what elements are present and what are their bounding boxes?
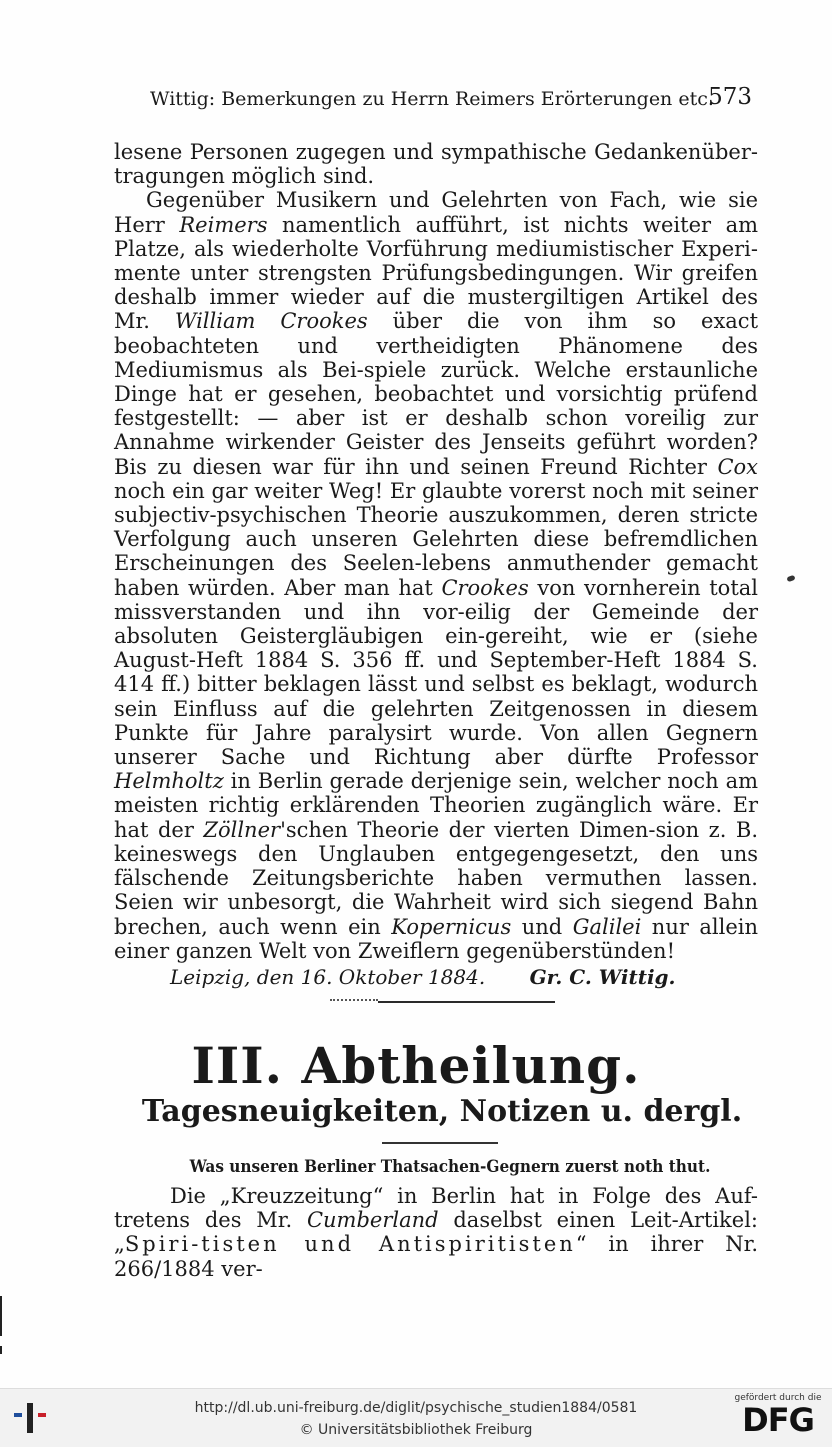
section-heading: III. Abtheilung. [191,1036,641,1095]
name-zoellner: Zöllner [203,817,281,842]
running-header [150,84,760,110]
signature-line [114,965,758,989]
name-kopernicus: Kopernicus [391,914,512,939]
section-divider [330,1001,555,1003]
margin-ink-mark [786,575,795,582]
page-number: 573 [708,84,752,110]
news-item-title: Was unseren Berliner Thatsachen-Gegnern zuerst noth thut. [189,1157,711,1177]
news-paragraph: Die „Kreuzzeitung“ in Berlin hat in Folge des Auf-tretens des Mr. Cumberland daselbst einen Leit-Artikel: „Spiri-tisten und Antispiritisten“ in ihrer Nr. 266/1884 ver- [114,1184,758,1281]
name-crookes: Crookes [441,575,529,600]
dfg-sponsor-logo[interactable] [732,1393,824,1437]
signature-place-date: Leipzig, den 16. Oktober 1884. [170,964,486,989]
subheading-rule [382,1142,498,1144]
article-body [114,140,758,989]
section-subheading: Tagesneuigkeiten, Notizen u. dergl. [141,1094,743,1129]
paragraph-1: lesene Personen zugegen und sympathische Gedankenüber-tragungen möglich sind. [114,140,758,189]
news-item-body [114,1184,758,1281]
name-cumberland: Cumberland [306,1208,439,1233]
name-reimers: Reimers [179,212,268,237]
running-title: Wittig: Bemerkungen zu Herrn Reimers Erörterungen etc. [150,88,714,110]
permalink-url[interactable]: http://dl.ub.uni-freiburg.de/diglit/psychische_studien1884/0581 [194,1400,638,1416]
dfg-logo-icon: DFG [742,1401,814,1439]
sponsor-text: gefördert durch die [734,1393,822,1403]
viewer-footer [0,1388,832,1447]
signature-author: Gr. C. Wittig. [529,964,676,989]
paragraph-2: Gegenüber Musikern und Gelehrten von Fach, wie sie Herr Reimers namentlich aufführt, ist nichts weiter am Platze, als wiederholte Vorführung mediumistischer Experi-mente unter strengsten Prüfungsbedingungen. Wir greifen deshalb immer wieder auf die mustergiltigen Artikel des Mr. William Crookes über die von ihm so exact beobachteten und vertheidigten Phänomene des Mediumismus als Bei-spiele zurück. Welche erstaunliche Dinge hat er gesehen, beobachtet und vorsichtig prüfend festgestellt: — aber ist er deshalb schon voreilig zur Annahme wirkender Geister des Jenseits geführt worden? Bis zu diesen war für ihn und seinen Freund Richter Cox noch ein gar weiter Weg! Er glaubte vorerst noch mit seiner subjectiv-psychischen Theorie auszukommen, deren stricte Verfolgung auch unseren Gelehrten diese befremdlichen Erscheinungen des Seelen-lebens anmuthender gemacht haben würden. Aber man hat Crookes von vornherein total missverstanden und ihn vor-eilig der Gemeinde der absoluten Geistergläubigen ein-gereiht, wie er (siehe August-Heft 1884 S. 356 ff. und September-Heft 1884 S. 414 ff.) bitter beklagen lässt und selbst es beklagt, wodurch sein Einfluss auf die gelehrten Zeitgenossen in diesem Punkte für Jahre paralysirt wurde. Von allen Gegnern unserer Sache und Richtung aber dürfte Professor Helmholtz in Berlin gerade derjenige sein, welcher noch am meisten richtig erklärenden Theorien zugänglich wäre. Er hat der Zöllner'schen Theorie der vierten Dimen-sion z. B. keineswegs den Unglauben entgegengesetzt, den uns fälschende Zeitungsberichte haben vermuthen lassen. Seien wir unbesorgt, die Wahrheit wird sich siegend Bahn brechen, auch wenn ein Kopernicus und Galilei nur allein einer ganzen Welt von Zweiflern gegenüberstünden! [114,188,759,963]
name-william-crookes: William Crookes [174,309,368,334]
name-galilei: Galilei [572,914,642,939]
name-cox: Cox [717,454,758,479]
scan-edge-marks [0,1296,3,1346]
name-helmholtz: Helmholtz [114,769,224,794]
spaced-title: Spiri-tisten und Antispiritisten [124,1232,576,1257]
copyright-notice: © Universitätsbibliothek Freiburg [299,1422,533,1438]
